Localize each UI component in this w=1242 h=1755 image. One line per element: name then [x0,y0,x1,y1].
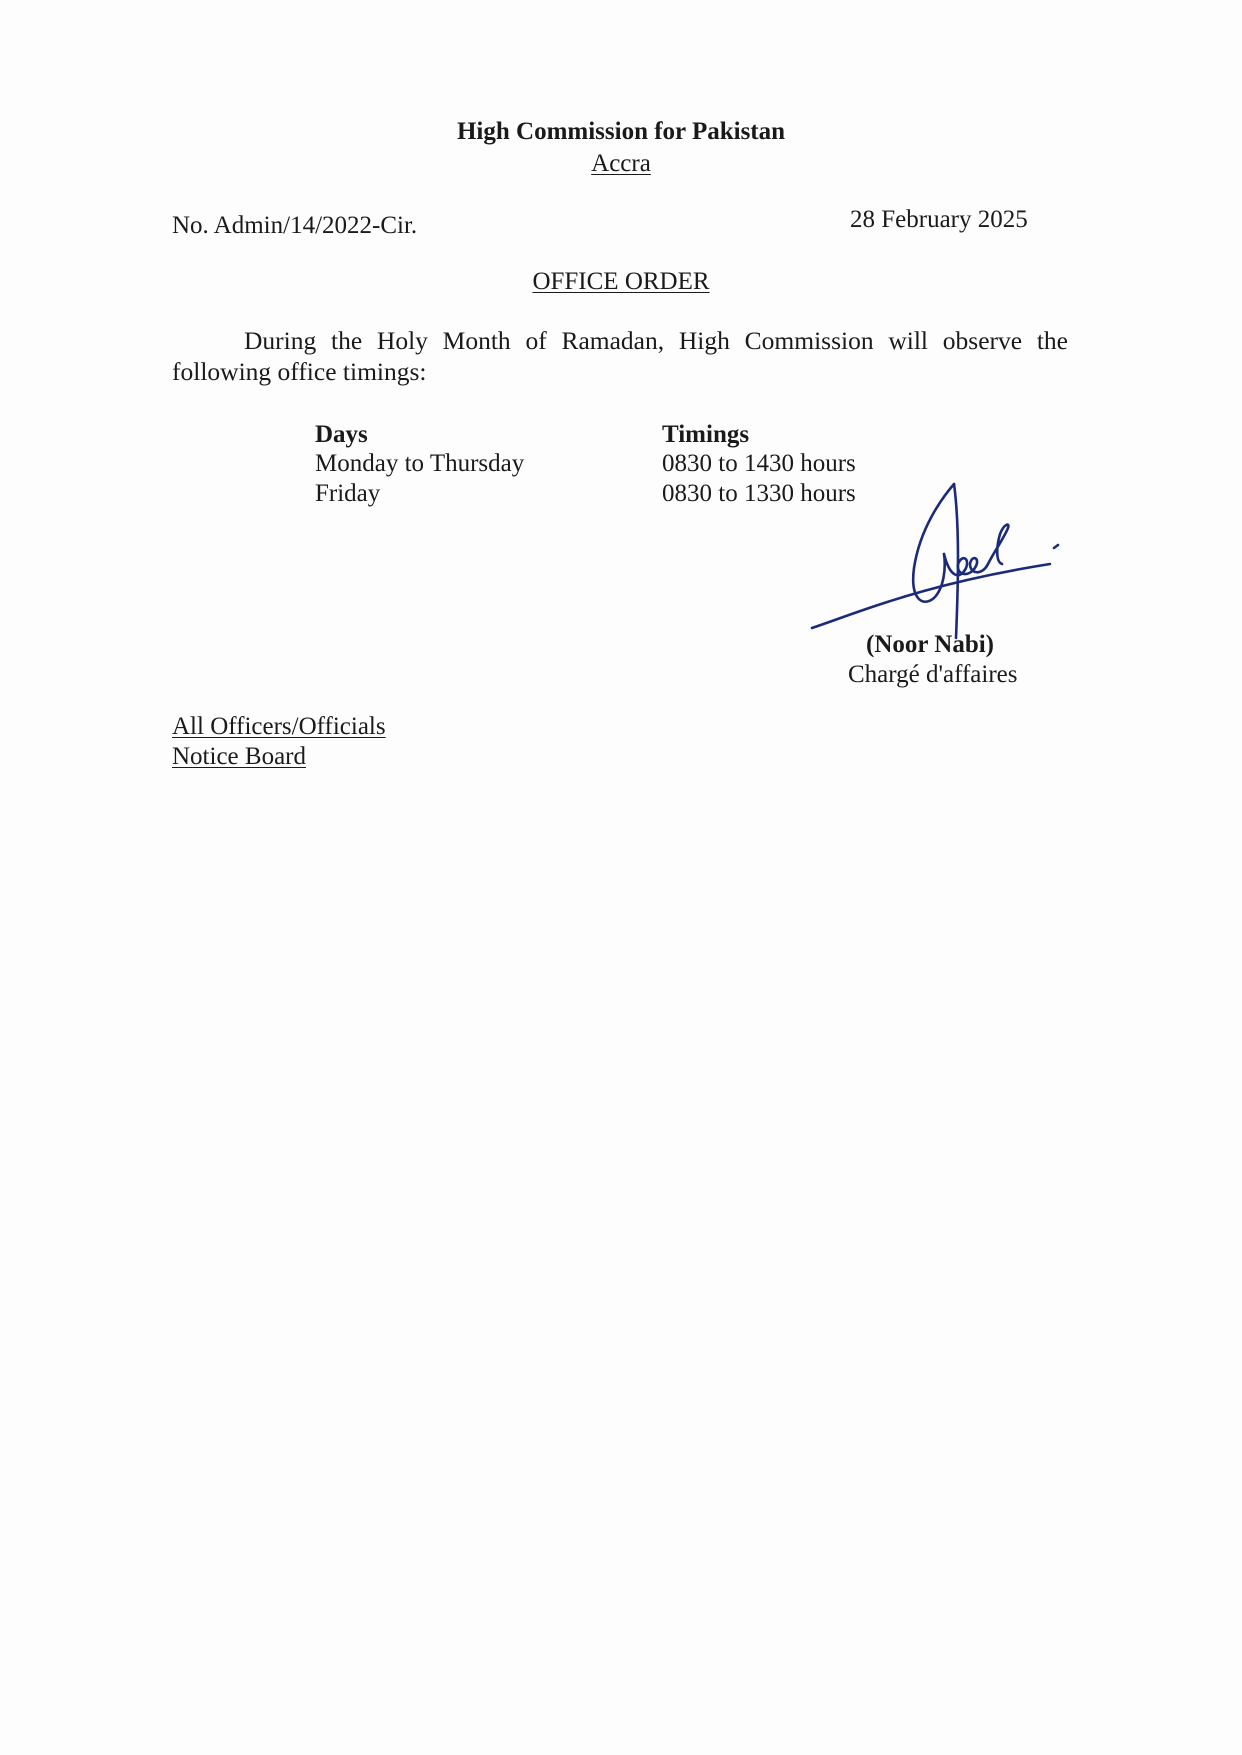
document-title: OFFICE ORDER [532,268,710,295]
distribution-item: Notice Board [172,743,306,770]
organization-heading: High Commission for Pakistan [456,118,786,145]
body-paragraph-text: During the Holy Month of Ramadan, High Commission will observe the following office timings: [172,326,1068,386]
signatory-name: (Noor Nabi) [866,631,995,658]
distribution-item: All Officers/Officials [172,713,386,740]
schedule-row-timing: 0830 to 1330 hours [662,480,856,507]
reference-number: No. Admin/14/2022-Cir. [172,212,418,239]
days-column-header: Days [315,421,368,448]
handwritten-signature [810,468,1070,648]
city-heading: Accra [591,150,651,177]
body-paragraph [172,325,1068,387]
schedule-row-timing: 0830 to 1430 hours [662,450,856,477]
schedule-row-day: Friday [315,480,381,507]
timings-column-header: Timings [662,421,750,448]
signatory-designation: Chargé d'affaires [848,661,1018,688]
document-date: 28 February 2025 [850,206,1028,233]
schedule-row-day: Monday to Thursday [315,450,525,477]
